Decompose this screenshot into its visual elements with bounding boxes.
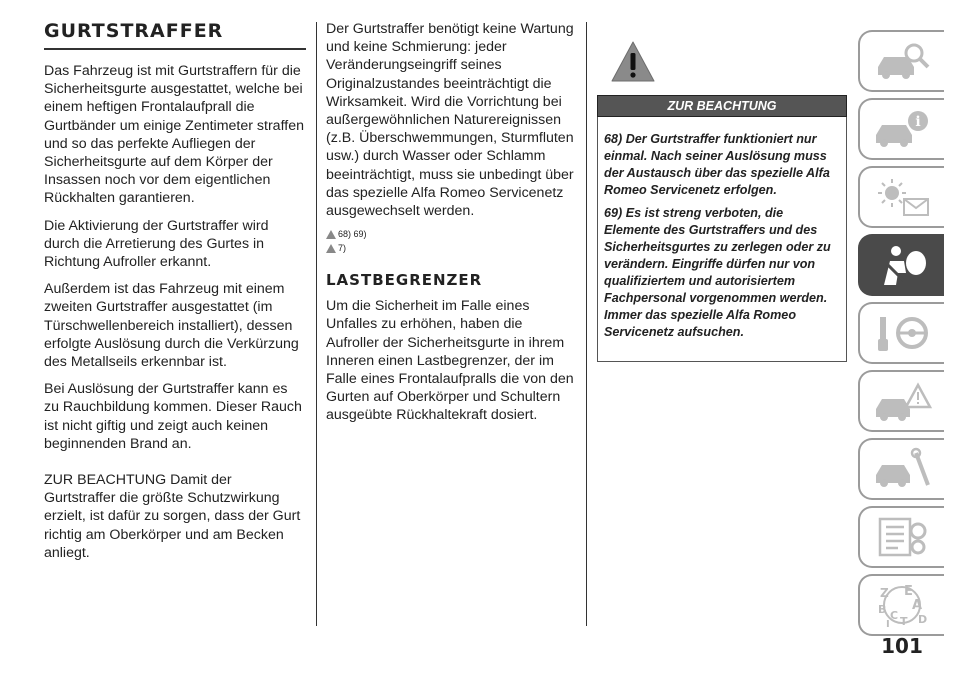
paragraph: Der Gurtstraffer benötigt keine Wartung und keine Schmierung: jeder Veränderungseingriff seines Originalzustandes beeinträchtigt die Wirksamkeit. Wird die Vorrichtung bei außergewöhnlichen Naturereignissen (z.B. Überschwemmungen, Sturmfluten usw.) durch Wasser oder Schlamm beeinträchtigt, muss sie unbedingt über das spezielle Alfa Romeo Servicenetz ausgewechselt werden. — [326, 21, 574, 220]
index-letter: T — [900, 615, 908, 628]
warning-item-number: 68) — [604, 132, 623, 146]
column-divider — [316, 22, 317, 626]
paragraph: ZUR BEACHTUNG Damit der Gurtstraffer die größte Schutzwirkung erzielt, ist dafür zu sorgen, dass der Gurt richtig am Oberkörper und am Becken anliegt. — [44, 472, 301, 561]
column-2 — [326, 20, 576, 434]
key-steering-icon — [870, 309, 934, 357]
tab-car-info[interactable] — [858, 98, 944, 160]
warning-refs-text: 68) 69) — [338, 229, 367, 240]
index-letter: C — [890, 609, 899, 622]
warning-triangle-icon — [611, 40, 655, 84]
tab-alphabetical-index[interactable] — [858, 574, 944, 636]
tab-seatbelt-airbag[interactable] — [858, 234, 944, 296]
chapter-tabs — [858, 30, 944, 642]
section-subtitle: LASTBEGRENZER — [326, 271, 483, 290]
tab-car-breakdown[interactable] — [858, 370, 944, 432]
alphabetical-index-icon — [870, 581, 934, 629]
warning-triangle-icon — [326, 230, 336, 239]
caution-triangle-icon — [326, 244, 336, 253]
tab-warning-lights[interactable] — [858, 166, 944, 228]
car-breakdown-icon — [870, 377, 934, 425]
tab-key-steering[interactable] — [858, 302, 944, 364]
page-number: 101 — [881, 634, 923, 658]
svg-text:i: i — [915, 114, 921, 130]
tab-car-service[interactable] — [858, 438, 944, 500]
index-letter: D — [918, 613, 928, 626]
tab-tech-data[interactable] — [858, 506, 944, 568]
column-1 — [44, 20, 306, 571]
column-divider — [586, 22, 587, 626]
paragraph: Außerdem ist das Fahrzeug mit einem zweiten Gurtstraffer ausgestattet (im Türschwellenbereich installiert), dessen erfolgte Auslösung durch die Verkürzung des Metallseils erkennbar ist. — [44, 281, 299, 371]
seatbelt-airbag-icon — [870, 241, 934, 289]
car-info-icon — [870, 105, 934, 153]
car-search-icon — [870, 37, 934, 85]
warning-lights-icon — [870, 173, 934, 221]
column-3 — [597, 20, 847, 362]
index-letter: Z — [880, 586, 889, 600]
warning-item — [604, 131, 840, 199]
paragraph: Bei Auslösung der Gurtstraffer kann es zu Rauchbildung kommen. Dieser Rauch ist nicht giftig und zeigt auch keinen beginnenden Brand an. — [44, 381, 302, 452]
warning-item-text: Es ist streng verboten, die Elemente des Gurtstraffers und des Sicherheitsgurtes zu zerlegen oder zu verändern. Eingriffe dürfen nur von qualifiziertem und autorisiertem Fachpersonal vorgenommen werden. Immer das spezielle Alfa Romeo Servicenetz aufsuchen. — [604, 206, 831, 339]
tab-car-search[interactable] — [858, 30, 944, 92]
tech-data-icon — [870, 513, 934, 561]
paragraph: Das Fahrzeug ist mit Gurtstraffern für die Sicherheitsgurte ausgestattet, welche bei einem heftigen Frontalaufprall die Gurtbänder um einige Zentimeter straffen und so das perfekte Aufliegen der Sicherheitsgurte auf dem Körper der Insassen noch vor dem eigentlichen Rückhalten garantieren. — [44, 63, 304, 207]
paragraph: Um die Sicherheit im Falle eines Unfalles zu erhöhen, haben die Aufroller der Sicherheitsgurte in ihrem Inneren einen Lastbegrenzer, der im Falle eines Frontalaufpralls die von den Gurten auf Oberkörper und Schultern ausgeübte Rückhaltekraft dosiert. — [326, 298, 574, 424]
caution-refs-text: 7) — [338, 243, 347, 254]
index-letter: A — [912, 598, 923, 613]
warning-item-text: Der Gurtstraffer funktioniert nur einmal. Nach seiner Auslösung muss der Austausch über das spezielle Alfa Romeo Servicenetz erfolgen. — [604, 132, 830, 197]
section-title: GURTSTRAFFER — [44, 20, 306, 50]
car-service-icon — [870, 445, 934, 493]
caution-refs — [326, 243, 576, 253]
paragraph: Die Aktivierung der Gurtstraffer wird durch die Arretierung des Gurtes in Richtung Aufroller erkannt. — [44, 217, 269, 271]
warning-item-number: 69) — [604, 206, 623, 220]
warning-item — [604, 205, 840, 341]
warning-refs — [326, 229, 576, 239]
warning-box — [597, 117, 847, 362]
index-letter: B — [878, 603, 887, 616]
warning-header: ZUR BEACHTUNG — [597, 95, 847, 117]
index-letter: I — [886, 619, 890, 629]
index-letter: E — [904, 584, 913, 599]
